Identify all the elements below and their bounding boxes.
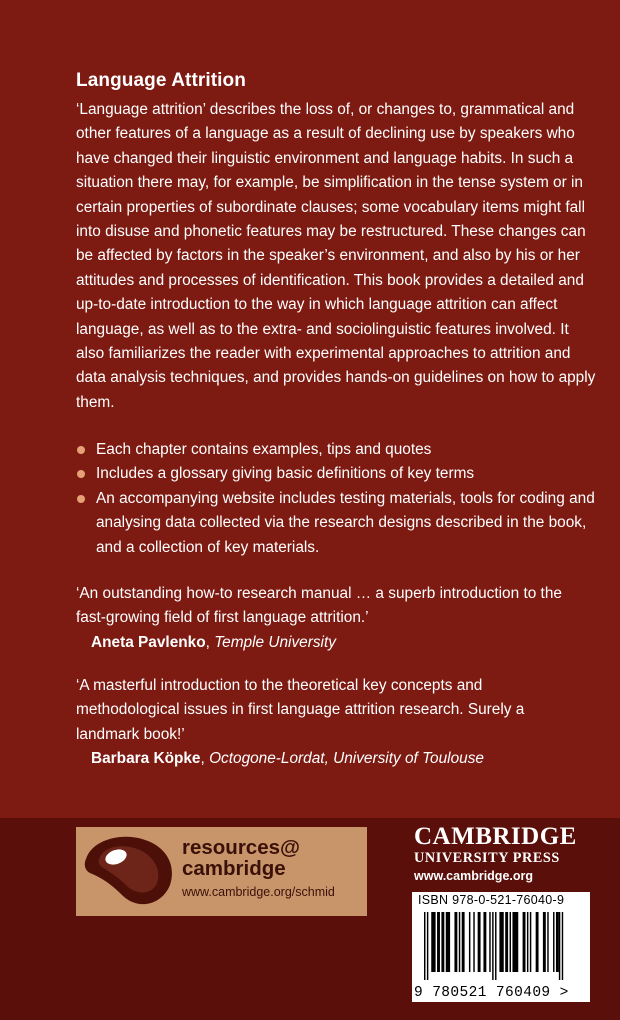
barcode-bar xyxy=(492,912,493,980)
publisher-press: UNIVERSITY PRESS xyxy=(414,850,560,866)
bullet-dot-icon xyxy=(77,446,85,454)
barcode-bar xyxy=(473,912,474,972)
quote-author: Barbara Köpke xyxy=(91,750,201,768)
barcode-bar xyxy=(510,912,511,972)
bullet-dot-icon xyxy=(77,495,85,503)
resources-line2: cambridge xyxy=(182,857,286,880)
barcode-bars xyxy=(412,912,590,980)
barcode-bar xyxy=(527,912,528,972)
book-description: ‘Language attrition’ describes the loss of, or changes to, grammatical and other features of a language as a result of declining use by speakers who have changed their linguistic environment and language habits. In such a situation there may, for example, be simplification in the tense system or in certain properties of subordinate clauses; some vocabulary items might fall into disuse and phonetic features may be restructured. These changes can be affected by factors in the speaker’s environment, and also by his or her attitudes and processes of identification. This book provides a detailed and up-to-date introduction to the way in which language attrition can affect language, as well as to the extra- and sociolinguistic features involved. It also familiarizes the reader with experimental approaches to attrition and data analysis techniques, and provides hands-on guidelines on how to apply them. xyxy=(76,101,596,411)
barcode-bar xyxy=(469,912,470,972)
barcode-bar xyxy=(459,912,460,972)
barcode-bar xyxy=(547,912,548,972)
barcode-bar xyxy=(556,912,559,972)
barcode-bar xyxy=(495,912,496,980)
barcode-bar xyxy=(499,912,503,972)
resources-line1: resources@ xyxy=(182,836,300,859)
quote-author: Aneta Pavlenko xyxy=(91,633,206,651)
barcode-bar xyxy=(441,912,444,972)
review-quote xyxy=(76,674,586,772)
barcode-bar xyxy=(536,912,539,972)
barcode-bar xyxy=(437,912,440,972)
quote-text: ‘An outstanding how-to research manual … a superb introduction to the fast-growing field of first language attrition.’ xyxy=(76,585,562,627)
barcode-bar xyxy=(462,912,465,972)
barcode-bar xyxy=(489,912,490,972)
feature-text: Includes a glossary giving basic definitions of key terms xyxy=(96,465,475,483)
publisher-name: CAMBRIDGE xyxy=(414,823,577,850)
barcode-bar xyxy=(446,912,450,972)
barcode-bar xyxy=(553,912,554,972)
bullet-dot-icon xyxy=(77,470,85,478)
resources-text xyxy=(182,837,335,899)
publisher-website[interactable]: www.cambridge.org xyxy=(414,869,534,883)
barcode-bar xyxy=(512,912,518,972)
quote-attribution: Aneta Pavlenko, Temple University xyxy=(91,633,336,651)
barcode-bar xyxy=(427,912,428,980)
feature-text: Each chapter contains examples, tips and quotes xyxy=(96,441,432,458)
isbn-digits: 9 780521 760409 > xyxy=(414,985,569,1001)
quote-text: ‘A masterful introduction to the theoretical key concepts and methodological issues in first language attrition research. Surely a landmark book!’ xyxy=(76,677,525,743)
barcode-bar xyxy=(424,912,425,980)
resources-panel xyxy=(76,827,367,916)
feature-text: An accompanying website includes testing materials, tools for coding and analysing data collected via the research designs described in the book, and a collection of key materials. xyxy=(96,489,595,556)
barcode-bar xyxy=(431,912,435,972)
isbn-label: ISBN 978-0-521-76040-9 xyxy=(418,893,565,907)
barcode-bar xyxy=(483,912,486,972)
quote-affiliation: Temple University xyxy=(214,633,336,651)
resources-url[interactable]: www.cambridge.org/schmid xyxy=(182,885,335,899)
review-quote xyxy=(76,582,586,655)
feature-list xyxy=(76,438,606,560)
barcode-bar xyxy=(530,912,531,972)
feature-item xyxy=(76,462,606,486)
barcode-bar xyxy=(454,912,457,972)
feature-item xyxy=(76,438,606,462)
quote-attribution: Barbara Köpke, Octogone-Lordat, University of Toulouse xyxy=(91,750,484,768)
barcode-bar xyxy=(478,912,481,972)
quote-affiliation: Octogone-Lordat, University of Toulouse xyxy=(209,750,484,768)
book-title: Language Attrition xyxy=(76,70,246,91)
barcode-bar xyxy=(505,912,508,972)
barcode-bar xyxy=(543,912,546,972)
feature-item xyxy=(76,487,606,560)
barcode-bar xyxy=(523,912,526,972)
resources-logo-icon xyxy=(82,833,178,911)
isbn-barcode xyxy=(412,892,590,1002)
barcode-bar xyxy=(559,912,560,980)
barcode-bar xyxy=(562,912,563,980)
